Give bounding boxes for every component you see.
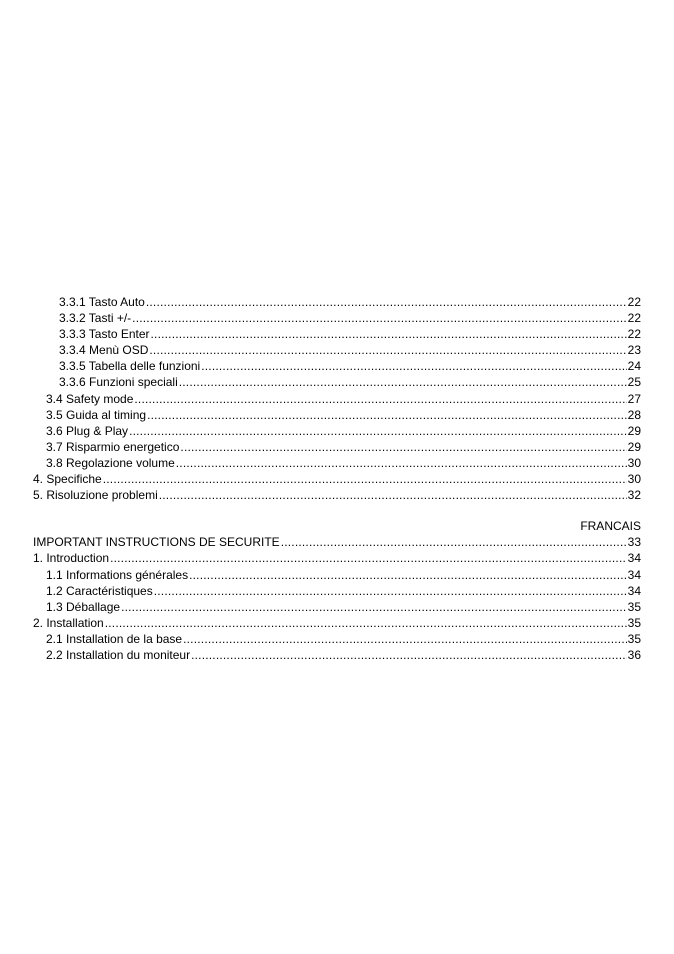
toc-entry-page: 35 xyxy=(627,615,641,630)
toc-entry[interactable] xyxy=(33,294,641,310)
section-header-francais: FRANCAIS xyxy=(580,519,641,534)
toc-entry[interactable] xyxy=(33,407,641,423)
toc-dot-leader xyxy=(159,487,627,503)
toc-dot-leader xyxy=(105,615,627,631)
toc-entry-title: 1.1 Informations générales xyxy=(46,567,189,582)
toc-dot-leader xyxy=(129,423,627,439)
toc-entry[interactable] xyxy=(33,550,641,566)
toc-entry[interactable] xyxy=(33,534,641,550)
toc-entry-page: 36 xyxy=(627,647,641,662)
toc-entry[interactable] xyxy=(33,439,641,455)
toc-entry-page: 35 xyxy=(627,599,641,614)
toc-entry-page: 30 xyxy=(627,455,641,470)
toc-entry[interactable] xyxy=(33,358,641,374)
toc-entry[interactable] xyxy=(33,310,641,326)
toc-entry-title: 3.5 Guida al timing xyxy=(46,407,147,422)
toc-entry-page: 28 xyxy=(627,407,641,422)
toc-entry-page: 25 xyxy=(627,375,641,390)
toc-entry-title: 3.6 Plug & Play xyxy=(46,423,129,438)
toc-entry-title: 3.3.1 Tasto Auto xyxy=(59,295,145,309)
toc-dot-leader xyxy=(134,391,626,407)
toc-entry-title: 2. Installation xyxy=(33,615,104,630)
toc-dot-leader xyxy=(281,534,627,550)
toc-entry-title: 1.3 Déballage xyxy=(46,599,121,614)
toc-entry[interactable] xyxy=(33,326,641,342)
table-of-contents xyxy=(33,294,641,663)
toc-entry[interactable] xyxy=(33,391,641,407)
toc-entry[interactable] xyxy=(33,583,641,599)
toc-dot-leader xyxy=(110,550,627,566)
toc-entry[interactable] xyxy=(33,374,641,390)
toc-entry[interactable] xyxy=(33,615,641,631)
toc-entry-title: 3.3.4 Menù OSD xyxy=(59,343,149,358)
toc-dot-leader xyxy=(103,471,627,487)
toc-entry-page: 22 xyxy=(627,311,641,326)
toc-entry-page: 33 xyxy=(627,535,641,550)
toc-dot-leader xyxy=(179,374,627,390)
toc-entry-page: 27 xyxy=(627,391,641,406)
toc-entry-title: 3.3.5 Tabella delle funzioni xyxy=(59,359,201,374)
toc-entry[interactable] xyxy=(33,487,641,503)
toc-entry[interactable] xyxy=(33,342,641,358)
toc-entry[interactable] xyxy=(33,455,641,471)
toc-entry-page: 34 xyxy=(627,567,641,582)
toc-dot-leader xyxy=(191,647,627,663)
toc-entry[interactable] xyxy=(33,471,641,487)
toc-entry-title: 4. Specifiche xyxy=(33,472,102,487)
toc-dot-leader xyxy=(154,583,627,599)
toc-dot-leader xyxy=(149,342,626,358)
toc-french-list xyxy=(33,534,641,663)
toc-entry-page: 29 xyxy=(627,439,641,454)
toc-entry-title: 3.3.2 Tasti +/- xyxy=(59,311,132,326)
toc-entry-title: 3.3.6 Funzioni speciali xyxy=(59,375,178,390)
toc-entry-title: 3.8 Regolazione volume xyxy=(46,455,175,470)
toc-entry-title: 3.4 Safety mode xyxy=(46,391,134,406)
toc-entry[interactable] xyxy=(33,423,641,439)
toc-dot-leader xyxy=(180,439,626,455)
toc-entry-page: 22 xyxy=(627,327,641,342)
toc-entry[interactable] xyxy=(33,567,641,583)
toc-dot-leader xyxy=(146,294,627,310)
toc-italian-list xyxy=(33,294,641,503)
toc-entry-page: 35 xyxy=(627,631,641,646)
toc-dot-leader xyxy=(176,455,627,471)
toc-entry-title: 2.2 Installation du moniteur xyxy=(46,647,191,662)
toc-entry-title: 1. Introduction xyxy=(33,551,110,566)
toc-entry-page: 23 xyxy=(627,343,641,358)
toc-entry-page: 22 xyxy=(627,295,641,309)
toc-dot-leader xyxy=(147,407,627,423)
toc-entry[interactable] xyxy=(33,647,641,663)
toc-dot-leader xyxy=(132,310,626,326)
toc-entry-page: 34 xyxy=(627,551,641,566)
toc-entry-page: 32 xyxy=(627,488,641,503)
toc-dot-leader xyxy=(189,567,627,583)
toc-dot-leader xyxy=(201,358,626,374)
toc-entry-title: IMPORTANT INSTRUCTIONS DE SECURITE xyxy=(33,535,280,550)
toc-entry[interactable] xyxy=(33,599,641,615)
toc-entry-page: 24 xyxy=(627,359,641,374)
toc-entry-title: 3.7 Risparmio energetico xyxy=(46,439,180,454)
toc-entry-page: 34 xyxy=(627,583,641,598)
toc-dot-leader xyxy=(183,631,627,647)
toc-dot-leader xyxy=(151,326,627,342)
toc-entry-page: 29 xyxy=(627,423,641,438)
toc-entry-title: 1.2 Caractéristiques xyxy=(46,583,153,598)
toc-entry-title: 3.3.3 Tasto Enter xyxy=(59,327,150,342)
toc-entry-title: 2.1 Installation de la base xyxy=(46,631,183,646)
toc-entry-title: 5. Risoluzione problemi xyxy=(33,488,158,503)
toc-entry-page: 30 xyxy=(627,472,641,487)
toc-dot-leader xyxy=(121,599,627,615)
toc-entry[interactable] xyxy=(33,631,641,647)
